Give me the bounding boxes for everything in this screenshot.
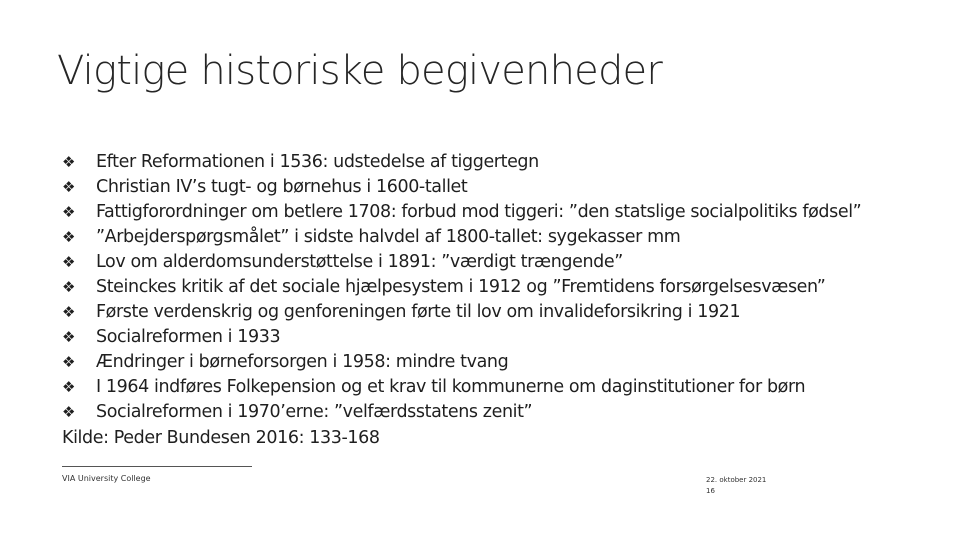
list-item bbox=[62, 199, 861, 224]
bullet-text: Første verdenskrig og genforeningen førte til lov om invalideforsikring i 1921 bbox=[96, 301, 741, 322]
list-item bbox=[62, 324, 861, 349]
bullet-text: Fattigforordninger om betlere 1708: forbud mod tiggeri: ”den statslige socialpolitiks fødsel” bbox=[96, 201, 862, 222]
list-item bbox=[62, 274, 861, 299]
slide-title: Vigtige historiske begivenheder bbox=[57, 48, 663, 94]
diamond-bullet-icon: ❖ bbox=[62, 252, 76, 271]
diamond-bullet-icon: ❖ bbox=[62, 302, 76, 321]
bullet-text: Socialreformen i 1933 bbox=[96, 326, 281, 347]
bullet-text: Socialreformen i 1970’erne: ”velfærdsstatens zenit” bbox=[96, 401, 533, 422]
bullet-text: Efter Reformationen i 1536: udstedelse af tiggertegn bbox=[96, 151, 539, 172]
source-citation: Kilde: Peder Bundesen 2016: 133-168 bbox=[62, 427, 380, 448]
diamond-bullet-icon: ❖ bbox=[62, 327, 76, 346]
list-item bbox=[62, 374, 861, 399]
list-item bbox=[62, 399, 861, 424]
bullet-list bbox=[62, 149, 861, 424]
bullet-text: ”Arbejderspørgsmålet” i sidste halvdel af 1800-tallet: sygekasser mm bbox=[96, 226, 681, 247]
list-item bbox=[62, 224, 861, 249]
footer-date: 22. oktober 2021 bbox=[706, 476, 767, 484]
diamond-bullet-icon: ❖ bbox=[62, 202, 76, 221]
bullet-text: Christian IV’s tugt- og børnehus i 1600-tallet bbox=[96, 176, 468, 197]
list-item bbox=[62, 149, 861, 174]
list-item bbox=[62, 349, 861, 374]
diamond-bullet-icon: ❖ bbox=[62, 152, 76, 171]
footer-organization: VIA University College bbox=[62, 474, 151, 483]
diamond-bullet-icon: ❖ bbox=[62, 402, 76, 421]
diamond-bullet-icon: ❖ bbox=[62, 277, 76, 296]
diamond-bullet-icon: ❖ bbox=[62, 177, 76, 196]
diamond-bullet-icon: ❖ bbox=[62, 227, 76, 246]
diamond-bullet-icon: ❖ bbox=[62, 352, 76, 371]
bullet-text: Ændringer i børneforsorgen i 1958: mindre tvang bbox=[96, 351, 509, 372]
bullet-text: Steinckes kritik af det sociale hjælpesystem i 1912 og ”Fremtidens forsørgelsesvæsen” bbox=[96, 276, 826, 297]
bullet-text: Lov om alderdomsunderstøttelse i 1891: ”værdigt trængende” bbox=[96, 251, 623, 272]
list-item bbox=[62, 174, 861, 199]
footer-divider bbox=[62, 466, 252, 467]
list-item bbox=[62, 249, 861, 274]
list-item bbox=[62, 299, 861, 324]
bullet-text: I 1964 indføres Folkepension og et krav til kommunerne om daginstitutioner for børn bbox=[96, 376, 806, 397]
diamond-bullet-icon: ❖ bbox=[62, 377, 76, 396]
footer-page-number: 16 bbox=[706, 487, 715, 495]
